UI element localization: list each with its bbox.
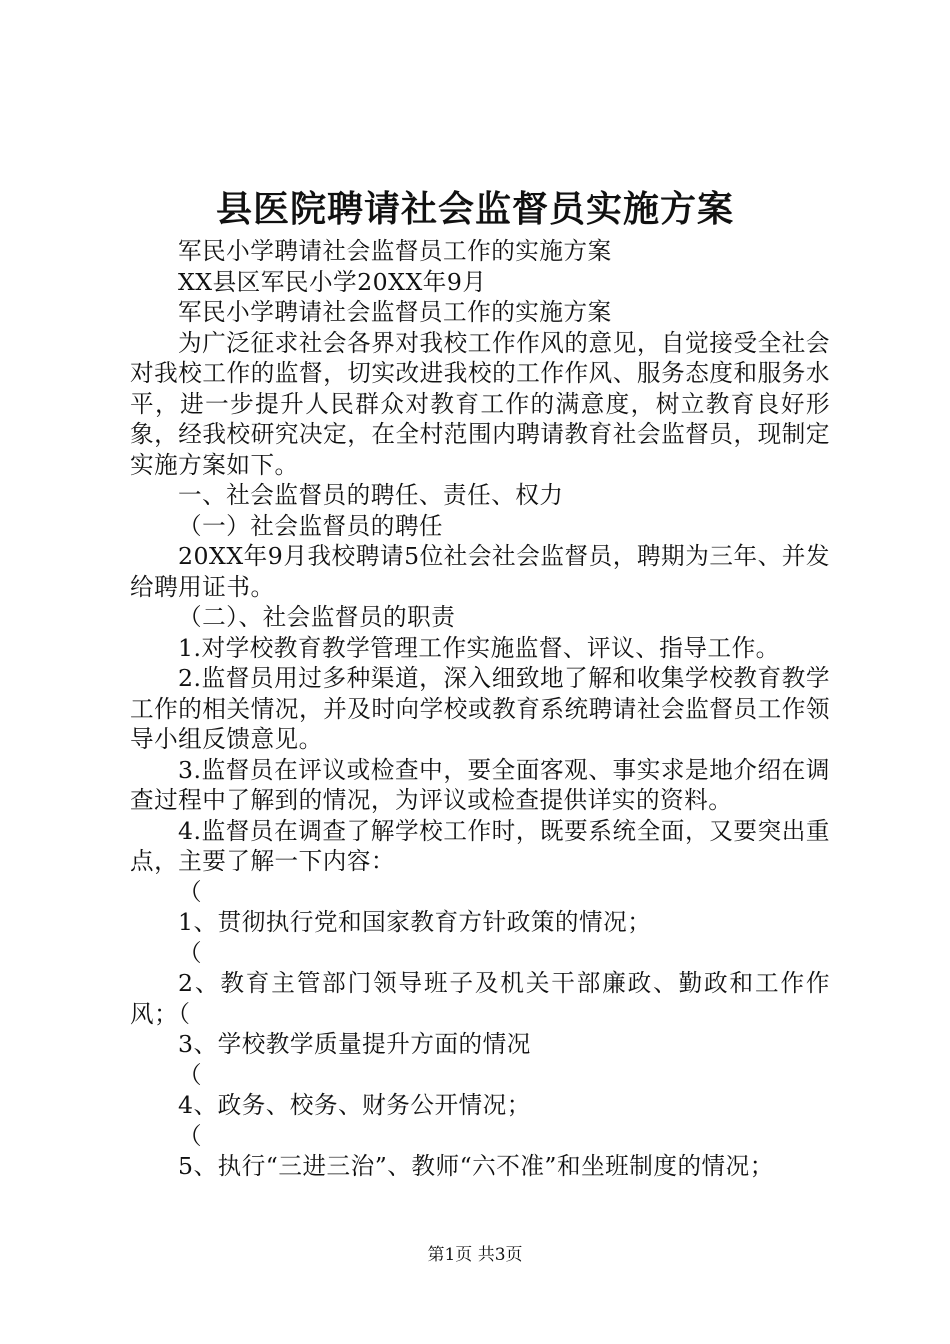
list-item: 2.监督员用过多种渠道，深入细致地了解和收集学校教育教学工作的相关情况，并及时向学校或教育系统聘请社会监督员工作领导小组反馈意见。 xyxy=(130,664,830,753)
paragraph: 军民小学聘请社会监督员工作的实施方案 xyxy=(178,237,612,265)
paragraph: 军民小学聘请社会监督员工作的实施方案 xyxy=(178,298,612,326)
subsection-heading: （一）社会监督员的聘任 xyxy=(178,511,444,540)
paragraph: XX县区军民小学20XX年9月 xyxy=(178,267,487,296)
list-item: 2、教育主管部门领导班子及机关干部廉政、勤政和工作作风；（ xyxy=(130,969,830,1028)
subsection-heading: （二）、社会监督员的职责 xyxy=(178,603,456,631)
list-item: 5、执行“三进三治”、教师“六不准”和坐班制度的情况； xyxy=(178,1152,774,1180)
paragraph: 20XX年9月我校聘请5位社会社会监督员，聘期为三年、并发给聘用证书。 xyxy=(130,542,830,601)
list-item: 4、政务、校务、财务公开情况； xyxy=(178,1091,531,1119)
document-title: 县医院聘请社会监督员实施方案 xyxy=(215,188,734,230)
page-indicator: 第1页 共3页 xyxy=(427,1245,523,1265)
list-item: 3、学校教学质量提升方面的情况 xyxy=(178,1030,531,1058)
paragraph: 为广泛征求社会各界对我校工作作风的意见，自觉接受全社会对我校工作的监督，切实改进我校的工作作风、服务态度和服务水平，进一步提升人民群众对教育工作的满意度，树立教育良好形象，经我校研究决定，在全村范围内聘请教育社会监督员，现制定实施方案如下。 xyxy=(130,328,830,479)
list-item: 4.监督员在调查了解学校工作时，既要系统全面，又要突出重点，主要了解一下内容： xyxy=(130,816,830,875)
paragraph: （ xyxy=(178,1060,203,1089)
list-item: 3.监督员在评议或检查中，要全面客观、事实求是地介绍在调查过程中了解到的情况，为评议或检查提供详实的资料。 xyxy=(130,755,830,814)
paragraph: （ xyxy=(178,1121,203,1150)
list-item: 1、贯彻执行党和国家教育方针政策的情况； xyxy=(178,908,652,936)
paragraph: （ xyxy=(178,938,203,967)
paragraph: （ xyxy=(178,877,203,906)
document-body xyxy=(130,236,830,1182)
section-heading: 一、社会监督员的聘任、责任、权力 xyxy=(178,481,564,509)
list-item: 1.对学校教育教学管理工作实施监督、评议、指导工作。 xyxy=(178,633,780,662)
